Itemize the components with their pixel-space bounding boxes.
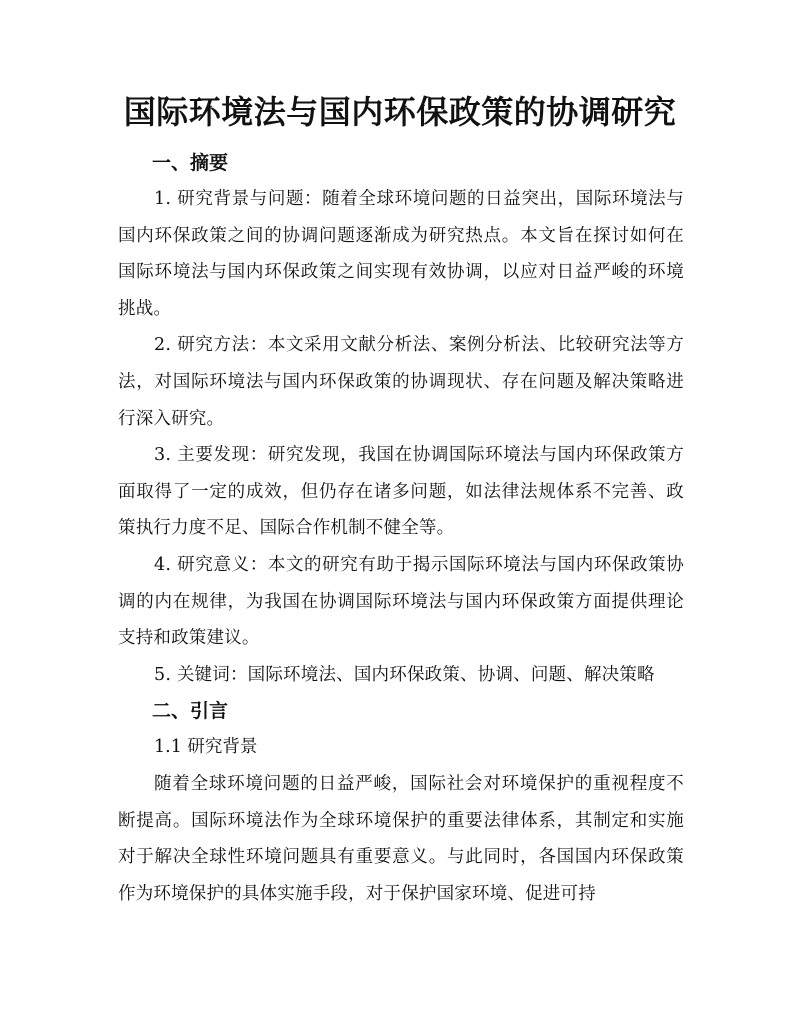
abstract-item-5: 5. 关键词：国际环境法、国内环保政策、协调、问题、解决策略 (154, 664, 655, 685)
document-body (118, 145, 684, 912)
abstract-item-3: 3. 主要发现：研究发现，我国在协调国际环境法与国内环保政策方面取得了一定的成效，但仍存在诸多问题，如法律法规体系不完善、政策执行力度不足、国际合作机制不健全等。 (118, 445, 684, 539)
abstract-item-2: 2. 研究方法：本文采用文献分析法、案例分析法、比较研究法等方法，对国际环境法与国内环保政策的协调现状、存在问题及解决策略进行深入研究。 (118, 335, 684, 429)
abstract-item-1: 1. 研究背景与问题：随着全球环境问题的日益突出，国际环境法与国内环保政策之间的协调问题逐渐成为研究热点。本文旨在探讨如何在国际环境法与国内环保政策之间实现有效协调，以应对日益严峻的环境挑战。 (118, 189, 684, 319)
abstract-item-4: 4. 研究意义：本文的研究有助于揭示国际环境法与国内环保政策协调的内在规律，为我国在协调国际环境法与国内环保政策方面提供理论支持和政策建议。 (118, 554, 684, 649)
subsection-heading-background: 1.1 研究背景 (154, 737, 258, 758)
section-heading-intro: 二、引言 (152, 700, 229, 723)
document-title: 国际环境法与国内环保政策的协调研究 (123, 93, 677, 131)
intro-paragraph: 随着全球环境问题的日益严峻，国际社会对环境保护的重视程度不断提高。国际环境法作为全球环境保护的重要法律体系，其制定和实施对于解决全球性环境问题具有重要意义。与此同时，各国国内环保政策作为环境保护的具体实施手段，对于保护国家环境、促进可持 (118, 773, 684, 904)
section-heading-abstract: 一、摘要 (152, 152, 229, 174)
